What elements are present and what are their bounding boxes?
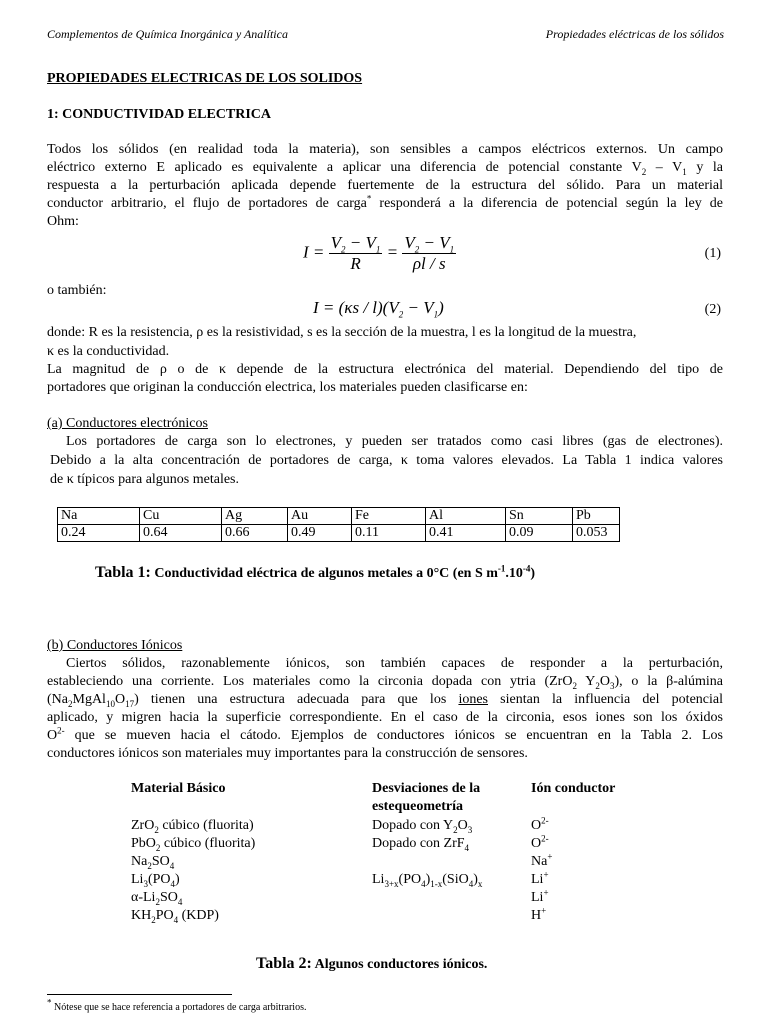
- footnote-divider: [47, 994, 232, 995]
- table-2-row: $Na_2SO_4$: [131, 854, 175, 871]
- table-2-row: $KH_2PO_4$ (KDP): [131, 908, 219, 925]
- table-1-caption: Tabla 1: Conductividad eléctrica de algunos metales a 0°C (en S $m^{-1}.10^{-4}$): [95, 563, 536, 581]
- table-2-header-ion: Ión conductor: [531, 781, 616, 796]
- table-2-row: PbO$_2$ cúbico (fluorita): [131, 836, 256, 853]
- table-1-value-row: [58, 525, 620, 542]
- table-2-cell: $Li_{3+x}(PO_4)_{1-x}(SiO_4)_x$: [372, 872, 483, 889]
- header-left: Complementos de Química Inorgánica y Analítica: [47, 27, 288, 41]
- section-b-line-2: estableciendo una corriente. Los materiales como la circonia dopada con ytria (ZrO$_2$ $Y_2O_3$), o la β-alúmina: [47, 674, 723, 691]
- table-2-row: ZrO$_2$ cúbico (fluorita): [131, 818, 254, 835]
- table-2-cell: Na+: [531, 851, 553, 869]
- table-2-cell: [372, 853, 482, 871]
- table-2-desviaciones-column: [372, 817, 482, 889]
- magnitud-line-2: portadores que originan la conducción electrica, los materiales pueden clasificarse en:: [47, 380, 528, 395]
- section-1-heading: 1: CONDUCTIVIDAD ELECTRICA: [47, 107, 272, 122]
- section-b-line-1: Ciertos sólidos, razonablemente iónicos, son también capaces de responder a la perturbación,: [66, 656, 723, 671]
- table-1-header-cell: Fe: [352, 508, 426, 525]
- table-1-value-cell: 0.49: [288, 525, 352, 542]
- table-1-header-cell: Ag: [222, 508, 288, 525]
- equation-1-number: (1): [704, 246, 721, 261]
- table-2-cell: Dopado con $Y_2O_3$: [372, 818, 473, 835]
- table-1-value-cell: 0.09: [506, 525, 573, 542]
- section-a-line-2: Debido a la alta concentración de portadores de carga, κ toma valores elevados. La Tabla 1 indica valores: [50, 453, 723, 468]
- table-2-header-material: Material Básico: [131, 781, 226, 796]
- table-2-header-desviaciones: Desviaciones de la estequeometría: [372, 781, 481, 814]
- section-b-line-4: aplicado, y migren hacia la superficie correspondiente. En el caso de la circonia, esos iones son los óxidos: [47, 710, 723, 725]
- table-2-cell: $O^{2-}$: [531, 833, 549, 851]
- table-1-header-cell: Pb: [573, 508, 620, 525]
- table-2-cell: H+: [531, 905, 547, 923]
- table-2-caption: Tabla 2: Algunos conductores iónicos.: [256, 955, 488, 972]
- intro-line-2: eléctrico externo E aplicado es equivalente a aplicar una diferencia de potencial constante $V_2 - V_1$ y la: [47, 160, 724, 177]
- table-1-value-cell: 0.053: [573, 525, 620, 542]
- table-2-cell: $O^{2-}$: [531, 815, 549, 833]
- table-2-cell: Li+: [531, 887, 549, 905]
- intro-line-1: Todos los sólidos (en realidad toda la materia), son sensibles a campos eléctricos externos. Un campo: [47, 142, 723, 157]
- equation-2-number: (2): [704, 302, 721, 317]
- section-a-title: (a) Conductores electrónicos: [47, 416, 208, 431]
- section-b-title: (b) Conductores Iónicos: [47, 638, 183, 653]
- magnitud-line-1: La magnitud de ρ o de κ depende de la estructura electrónica del material. Dependiendo del tipo de: [47, 362, 723, 377]
- section-b-line-3: $(Na_2MgAl_{10}O_{17})$ tienen una estructura adecuada para que los iones sientan la influencia del potencial: [47, 692, 723, 709]
- intro-line-4: conductor arbitrario, el flujo de portadores de carga* responderá a la diferencia de potencial según la ley de: [47, 193, 723, 211]
- section-b-line-5: $O^{2-}$ que se mueven hacia el cátodo. Ejemplos de conductores iónicos se encuentran en la Tabla 2. Los: [47, 725, 724, 743]
- donde-line-1: donde: R es la resistencia, ρ es la resistividad, s es la sección de la muestra, l es la longitud de la muestra,: [47, 325, 637, 340]
- section-a-line-3: de κ típicos para algunos metales.: [50, 472, 239, 487]
- donde-line-2: κ es la conductividad.: [47, 344, 170, 359]
- section-b-line-6: conductores iónicos son materiales muy importantes para la construcción de sensores.: [47, 746, 528, 761]
- table-2-row: $Li_3(PO_4)$: [131, 872, 180, 889]
- intro-line-3: respuesta a la perturbación aplicada depende fuertemente de la estructura del sólido. Para un material: [47, 178, 723, 193]
- equation-2: $I = (\kappa s / l)(V_2 - V_1)$: [313, 298, 444, 320]
- table-1-header-cell: Cu: [140, 508, 222, 525]
- table-2-row: $\alpha-Li_2SO_4$: [131, 890, 183, 907]
- o-tambien: o también:: [47, 283, 107, 298]
- table-1-header-row: [58, 508, 620, 525]
- table-1: [57, 507, 620, 542]
- table-1-value-cell: 0.41: [426, 525, 506, 542]
- table-1-header-cell: Au: [288, 508, 352, 525]
- table-1-header-cell: Sn: [506, 508, 573, 525]
- table-2-ion-column: [531, 817, 552, 925]
- table-2-cell: Dopado con ZrF$_4$: [372, 836, 470, 853]
- page-title: PROPIEDADES ELECTRICAS DE LOS SOLIDOS: [47, 71, 363, 86]
- table-1-value-cell: 0.24: [58, 525, 140, 542]
- section-a-line-1: Los portadores de carga son lo electrones, y pueden ser tratados como casi libres (gas de electrones).: [66, 434, 723, 449]
- table-1-value-cell: 0.66: [222, 525, 288, 542]
- table-2-cell: Li+: [531, 869, 549, 887]
- table-2-material-column: [131, 817, 255, 925]
- table-1-header-cell: Al: [426, 508, 506, 525]
- table-1-header-cell: Na: [58, 508, 140, 525]
- equation-1: I = $\frac{V_2 - V_1}{R}$ = $\frac{V_2 - V_1}{\rho l / s}$: [303, 233, 455, 273]
- footnote: * Nótese que se hace referencia a portadores de carga arbitrarios.: [47, 997, 307, 1013]
- intro-line-5: Ohm:: [47, 214, 79, 229]
- header-right: Propiedades eléctricas de los sólidos: [545, 27, 724, 41]
- table-1-value-cell: 0.11: [352, 525, 426, 542]
- table-1-value-cell: 0.64: [140, 525, 222, 542]
